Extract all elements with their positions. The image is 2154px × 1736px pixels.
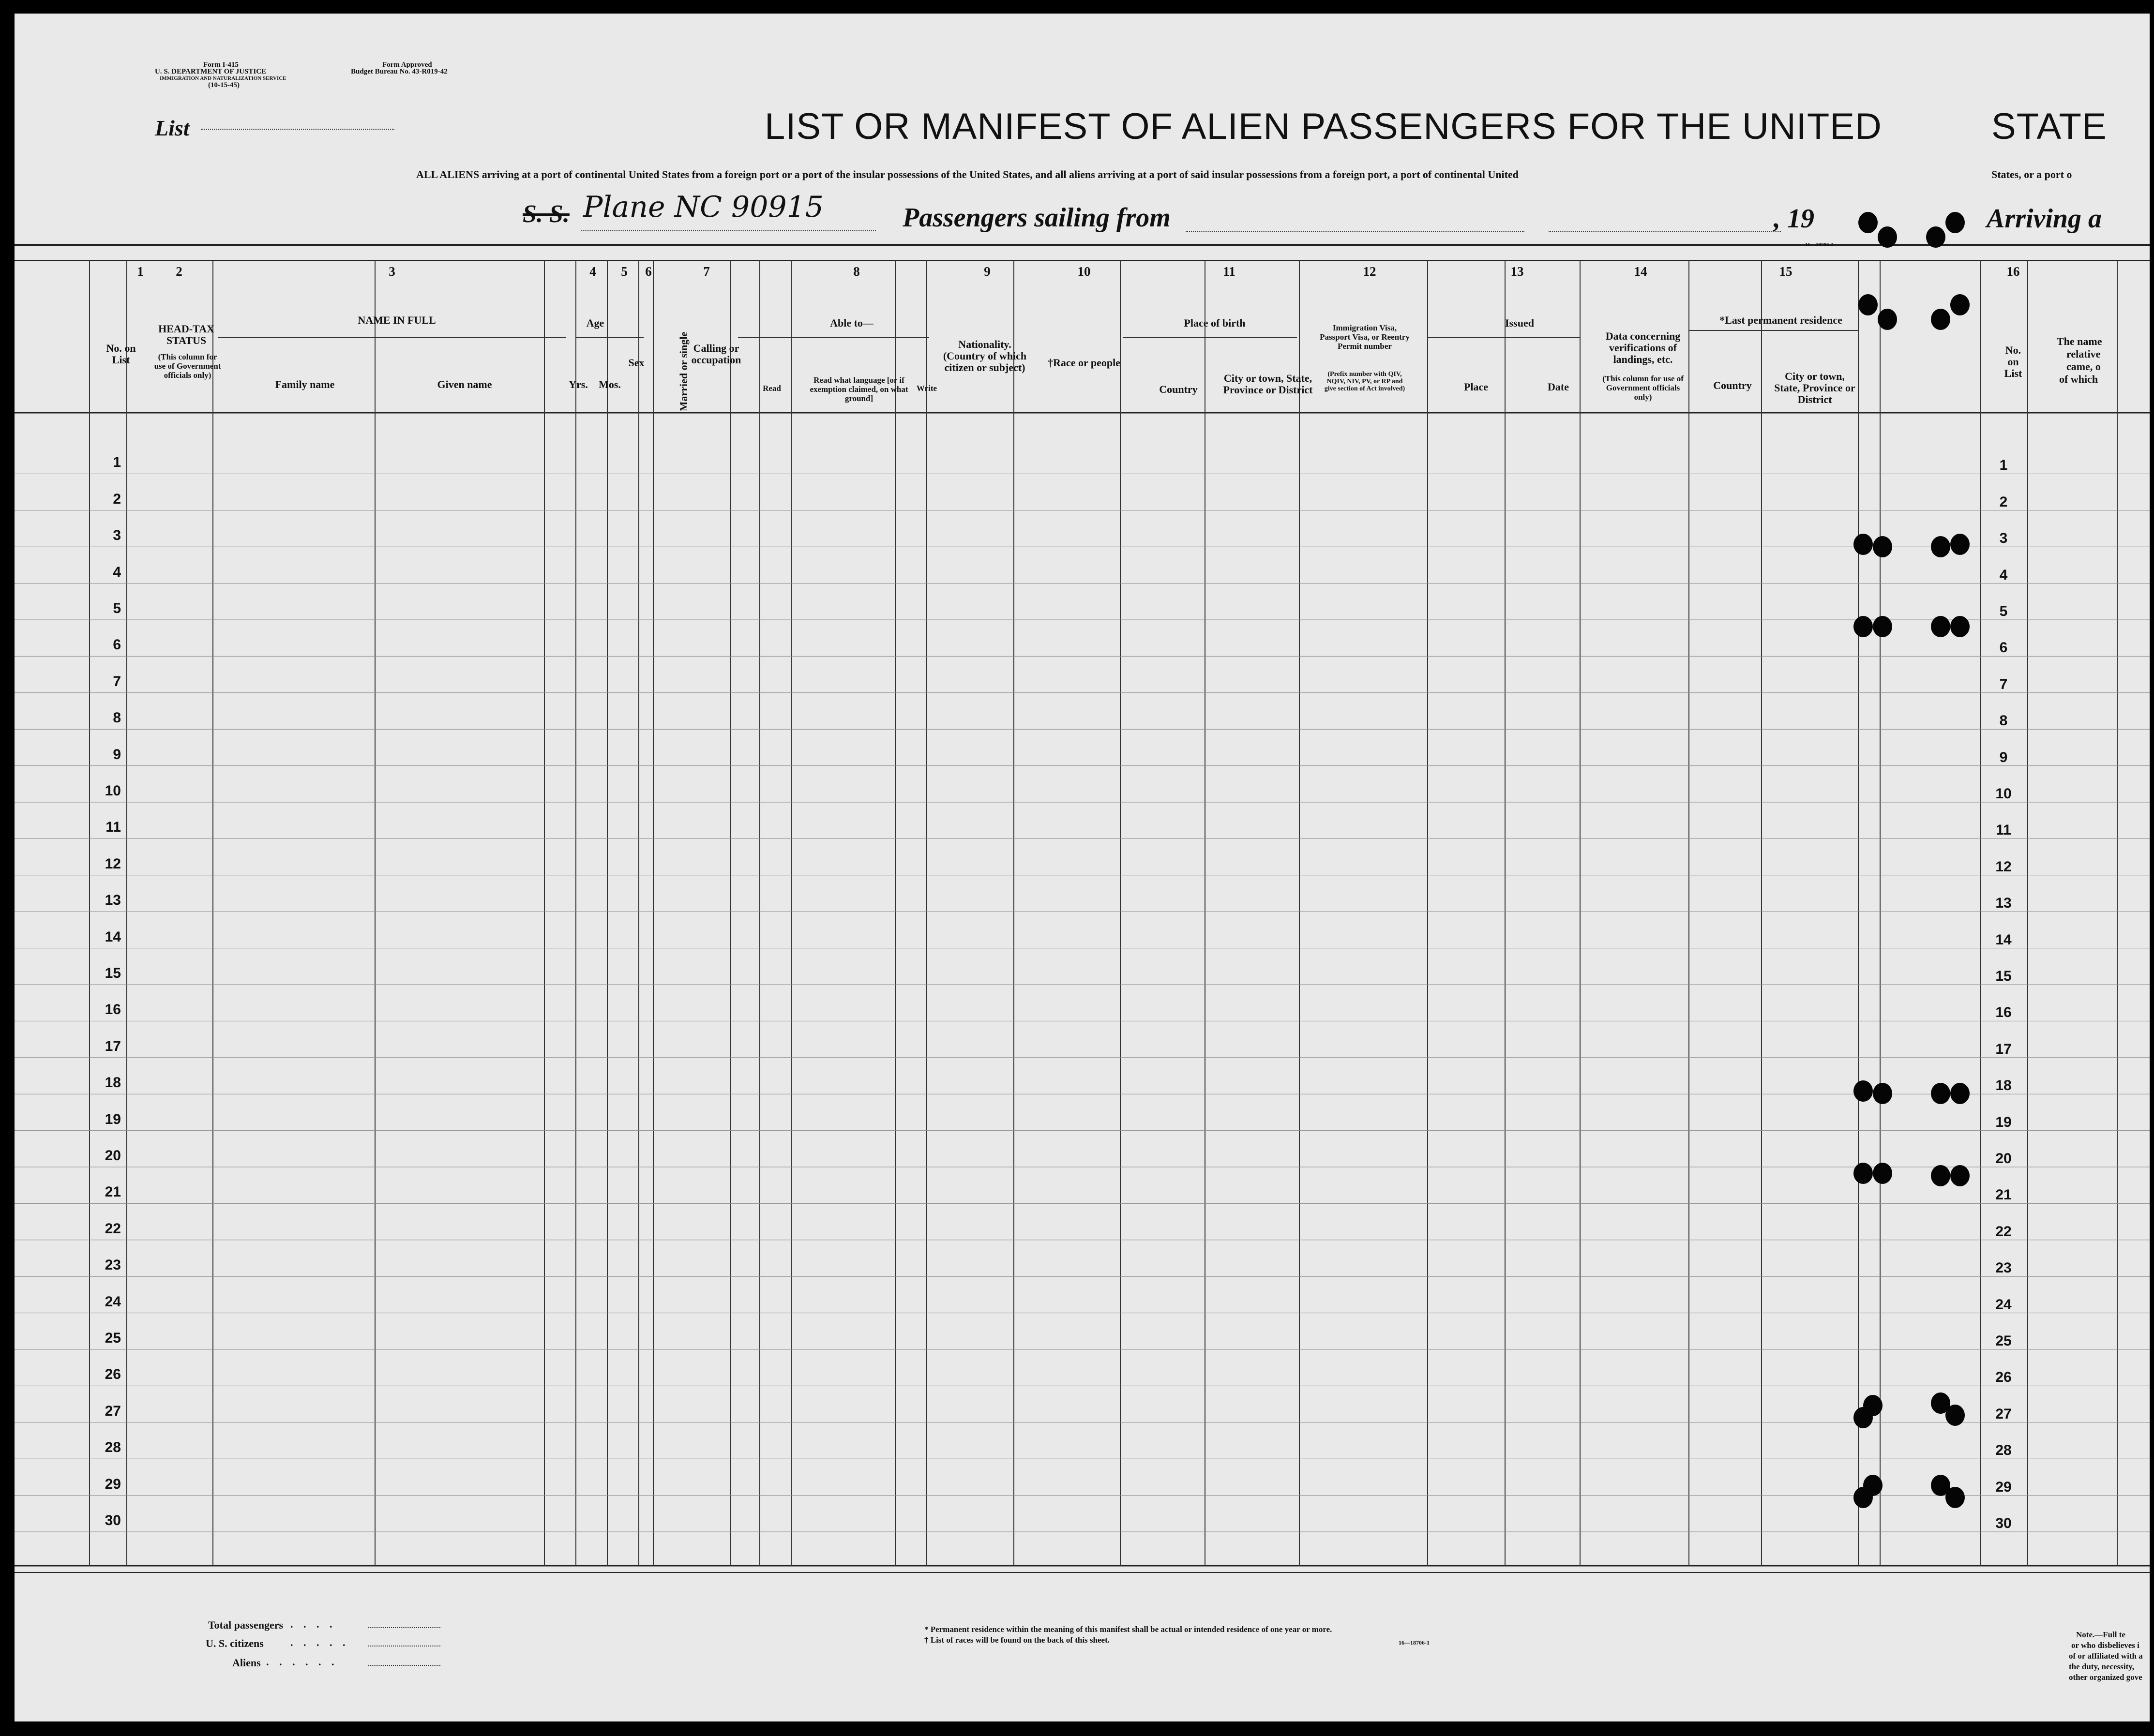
page-title: LIST OR MANIFEST OF ALIEN PASSENGERS FOR THE UNITED [765, 106, 1882, 147]
aliens-label: Aliens [232, 1657, 261, 1669]
punch-hole [1853, 534, 1873, 555]
punch-hole [1873, 1163, 1892, 1184]
col-num-4: 4 [589, 264, 596, 279]
punch-hole [1950, 1083, 1970, 1104]
punch-hole [1950, 294, 1970, 315]
form-number: Form I-415 [203, 61, 239, 69]
header-name-in-full: NAME IN FULL [358, 314, 436, 326]
header-age: Age [586, 317, 604, 329]
note-right-3: of or affiliated with a [2069, 1651, 2143, 1661]
col-num-9: 9 [984, 264, 991, 279]
aliens-field[interactable] [368, 1665, 440, 1666]
row-number-right: 7 [1999, 676, 2008, 692]
sailing-label: Passengers sailing from [903, 203, 1171, 233]
row-number-right: 15 [1995, 968, 2012, 984]
dot-leader-3: . . . . . . [266, 1656, 338, 1668]
row-number-left: 18 [105, 1075, 121, 1091]
header-visa: Immigration Visa, Passport Visa, or Reentry Permit number [1320, 323, 1410, 351]
header-right-partial-4: of which [2059, 373, 2098, 385]
note-right-5: other organized gove [2069, 1673, 2142, 1682]
row-number-right: 27 [1995, 1406, 2012, 1422]
col-num-1: 1 [137, 264, 144, 279]
col-num-3: 3 [389, 264, 395, 279]
print-code: 16—18706-1 [1399, 1639, 1430, 1646]
header-date: Date [1548, 381, 1569, 393]
punch-hole [1945, 212, 1965, 233]
row-number-left: 16 [105, 1002, 121, 1018]
punch-hole [1931, 309, 1950, 330]
row-number-left: 3 [113, 527, 121, 544]
row-number-left: 21 [105, 1184, 121, 1200]
year-label: , 19 [1774, 204, 1814, 234]
header-calling: Calling or occupation [691, 342, 741, 366]
row-number-left: 10 [105, 783, 121, 799]
header-res-city: City or town, State, Province or District [1774, 370, 1855, 405]
punch-hole [1853, 1080, 1873, 1102]
vessel-prefix: S. S. [523, 200, 570, 228]
punch-hole [1931, 1083, 1950, 1104]
punch-hole [1873, 616, 1892, 637]
punch-hole [1931, 536, 1950, 557]
total-passengers-label: Total passengers [208, 1619, 284, 1631]
row-number-left: 25 [105, 1330, 121, 1346]
row-number-right: 3 [1999, 530, 2008, 547]
row-number-left: 13 [105, 892, 121, 909]
header-place-of-birth: Place of birth [1184, 317, 1246, 329]
punch-hole [1931, 616, 1950, 637]
form-approved: Form Approved [382, 61, 432, 69]
header-right-partial [2045, 335, 2150, 386]
col-num-15: 15 [1779, 264, 1792, 279]
row-number-left: 6 [113, 637, 121, 653]
subtitle-continued: States, or a port o [1991, 168, 2072, 180]
note-right-1: Note.—Full te [2076, 1630, 2125, 1639]
header-married-single: Married or single [678, 331, 690, 412]
punch-hole [1945, 1405, 1965, 1426]
header-yrs: Yrs. [569, 378, 588, 390]
row-number-left: 26 [105, 1366, 121, 1383]
row-number-right: 18 [1995, 1078, 2012, 1094]
row-number-left: 1 [113, 454, 121, 471]
header-issued: Issued [1505, 317, 1534, 329]
row-number-left: 8 [113, 710, 121, 726]
row-number-right: 8 [1999, 713, 2008, 729]
print-code-small: 16—18706-2 [1805, 242, 1834, 248]
punch-hole [1858, 294, 1878, 315]
row-number-right: 2 [1999, 494, 2008, 510]
row-number-right: 24 [1995, 1296, 2012, 1313]
header-mos: Mos. [599, 378, 621, 390]
row-number-right: 1 [1999, 457, 2008, 474]
row-number-left: 14 [105, 928, 121, 945]
col-num-16: 16 [2006, 264, 2020, 279]
row-number-left: 9 [113, 746, 121, 763]
footnote-residence: * Permanent residence within the meaning of this manifest shall be actual or intended residence of one year or more. [924, 1625, 1332, 1634]
header-nationality: Nationality. (Country of which citizen or subject) [943, 338, 1027, 374]
row-number-left: 29 [105, 1476, 121, 1492]
punch-hole [1858, 212, 1878, 233]
row-number-right: 4 [1999, 567, 2008, 583]
col-num-6: 6 [645, 264, 652, 279]
dot-leader-2: . . . . . [290, 1636, 349, 1648]
header-country: Country [1159, 383, 1198, 395]
punch-hole [1853, 1407, 1873, 1428]
row-number-left: 12 [105, 855, 121, 872]
punch-hole [1878, 226, 1897, 248]
punch-hole [1950, 1165, 1970, 1186]
header-race: †Race or people [1048, 357, 1120, 369]
col-num-7: 7 [703, 264, 710, 279]
header-no-on-list: No. on List [106, 342, 136, 366]
row-number-left: 30 [105, 1512, 121, 1528]
subtitle: ALL ALIENS arriving at a port of continental United States from a foreign port or a port of the insular possessions of the United States, and all aliens arriving at a port of said insular possessions from a foreign port, a port of continental United [416, 168, 1519, 180]
row-number-left: 24 [105, 1293, 121, 1310]
col-num-13: 13 [1510, 264, 1524, 279]
header-family-name: Family name [275, 378, 335, 390]
col-num-14: 14 [1634, 264, 1647, 279]
row-number-right: 29 [1995, 1479, 2012, 1495]
row-number-right: 14 [1995, 931, 2012, 948]
row-number-right: 9 [1999, 749, 2008, 765]
row-number-right: 20 [1995, 1151, 2012, 1167]
punch-hole [1950, 534, 1970, 555]
row-number-left: 4 [113, 564, 121, 580]
header-city: City or town, State, Province or District [1223, 372, 1313, 396]
dot-leader-1: . . . . [290, 1618, 336, 1630]
row-number-right: 11 [1996, 822, 2011, 838]
header-sex: Sex [628, 357, 645, 369]
form-date-code: (10-15-45) [208, 81, 240, 89]
punch-hole [1853, 1163, 1873, 1184]
row-number-left: 7 [113, 673, 121, 689]
punch-hole [1926, 226, 1945, 248]
col-num-11: 11 [1223, 264, 1235, 279]
row-number-right: 13 [1995, 895, 2012, 912]
arriving-label: Arriving a [1987, 204, 2102, 234]
service: IMMIGRATION AND NATURALIZATION SERVICE [160, 75, 286, 81]
row-number-left: 22 [105, 1220, 121, 1237]
header-headtax: HEAD-TAX STATUS [158, 323, 214, 346]
header-no-on-list-right: No. on List [2004, 344, 2022, 379]
row-number-right: 23 [1995, 1260, 2012, 1276]
row-number-right: 12 [1995, 858, 2012, 875]
header-visa-note: (Prefix number with QIV, NQIV, NIV, PV, or RP and give section of Act involved) [1324, 371, 1405, 392]
row-number-right: 26 [1995, 1369, 2012, 1386]
page-title-continued: STATE [1991, 106, 2107, 147]
us-citizens-label: U. S. citizens [206, 1637, 264, 1649]
row-number-left: 17 [105, 1038, 121, 1054]
note-right-4: the duty, necessity, [2069, 1662, 2135, 1671]
row-number-left: 11 [105, 819, 121, 836]
manifest-sheet [15, 14, 2150, 1721]
vessel-name-handwritten: Plane NC 90915 [583, 190, 824, 224]
footnote-races: † List of races will be found on the back of this sheet. [924, 1635, 1110, 1645]
header-read: Read [763, 384, 781, 393]
note-right-2: or who disbelieves i [2071, 1641, 2139, 1650]
header-able-to: Able to— [830, 317, 874, 329]
row-number-right: 16 [1995, 1004, 2012, 1021]
row-number-right: 22 [1995, 1223, 2012, 1240]
punch-hole [1853, 1487, 1873, 1508]
punch-hole [1853, 616, 1873, 637]
row-number-right: 30 [1995, 1515, 2012, 1531]
row-number-right: 6 [1999, 640, 2008, 656]
total-passengers-field[interactable] [368, 1627, 440, 1628]
col-num-8: 8 [853, 264, 860, 279]
row-number-right: 21 [1995, 1187, 2012, 1203]
header-headtax-note: (This column for use of Government officials only) [154, 352, 221, 380]
department: U. S. DEPARTMENT OF JUSTICE [155, 68, 267, 75]
row-number-left: 19 [105, 1111, 121, 1127]
col-num-5: 5 [621, 264, 628, 279]
header-right-partial-3: came, o [2066, 360, 2101, 373]
list-label: List [155, 116, 190, 140]
header-res-country: Country [1713, 379, 1752, 391]
col-num-10: 10 [1077, 264, 1091, 279]
row-number-right: 17 [1995, 1041, 2012, 1057]
note-right [2013, 1630, 2143, 1683]
punch-hole [1873, 1083, 1892, 1104]
header-read-language: Read what language [or if exemption claimed, on what ground] [810, 375, 908, 403]
header-right-partial-2: relative [2066, 348, 2101, 360]
punch-hole [1878, 309, 1897, 330]
header-right-partial-1: The name [2057, 335, 2102, 347]
row-number-right: 5 [1999, 603, 2008, 619]
row-number-right: 28 [1995, 1442, 2012, 1459]
punch-hole [1931, 1165, 1950, 1186]
header-place: Place [1463, 381, 1489, 393]
row-number-left: 15 [105, 965, 121, 981]
header-write: Write [916, 384, 937, 393]
header-given-name: Given name [437, 378, 492, 390]
punch-hole [1950, 616, 1970, 637]
row-number-left: 27 [105, 1403, 121, 1419]
col-num-12: 12 [1363, 264, 1376, 279]
budget-number: Budget Bureau No. 43-R019-42 [351, 68, 448, 75]
row-number-right: 25 [1995, 1333, 2012, 1349]
header-data-concerning: Data concerning verifications of landings, etc. [1605, 330, 1681, 365]
row-number-left: 2 [113, 491, 121, 507]
punch-hole [1945, 1487, 1965, 1508]
row-number-left: 28 [105, 1439, 121, 1456]
row-number-right: 19 [1995, 1114, 2012, 1130]
row-number-right: 10 [1995, 786, 2012, 802]
col-num-2: 2 [176, 264, 182, 279]
header-last-residence: *Last permanent residence [1719, 314, 1842, 326]
punch-hole [1873, 536, 1892, 557]
row-number-left: 23 [105, 1257, 121, 1273]
header-data-note: (This column for use of Government officials only) [1602, 374, 1684, 402]
row-number-left: 5 [113, 600, 121, 616]
row-number-left: 20 [105, 1148, 121, 1164]
